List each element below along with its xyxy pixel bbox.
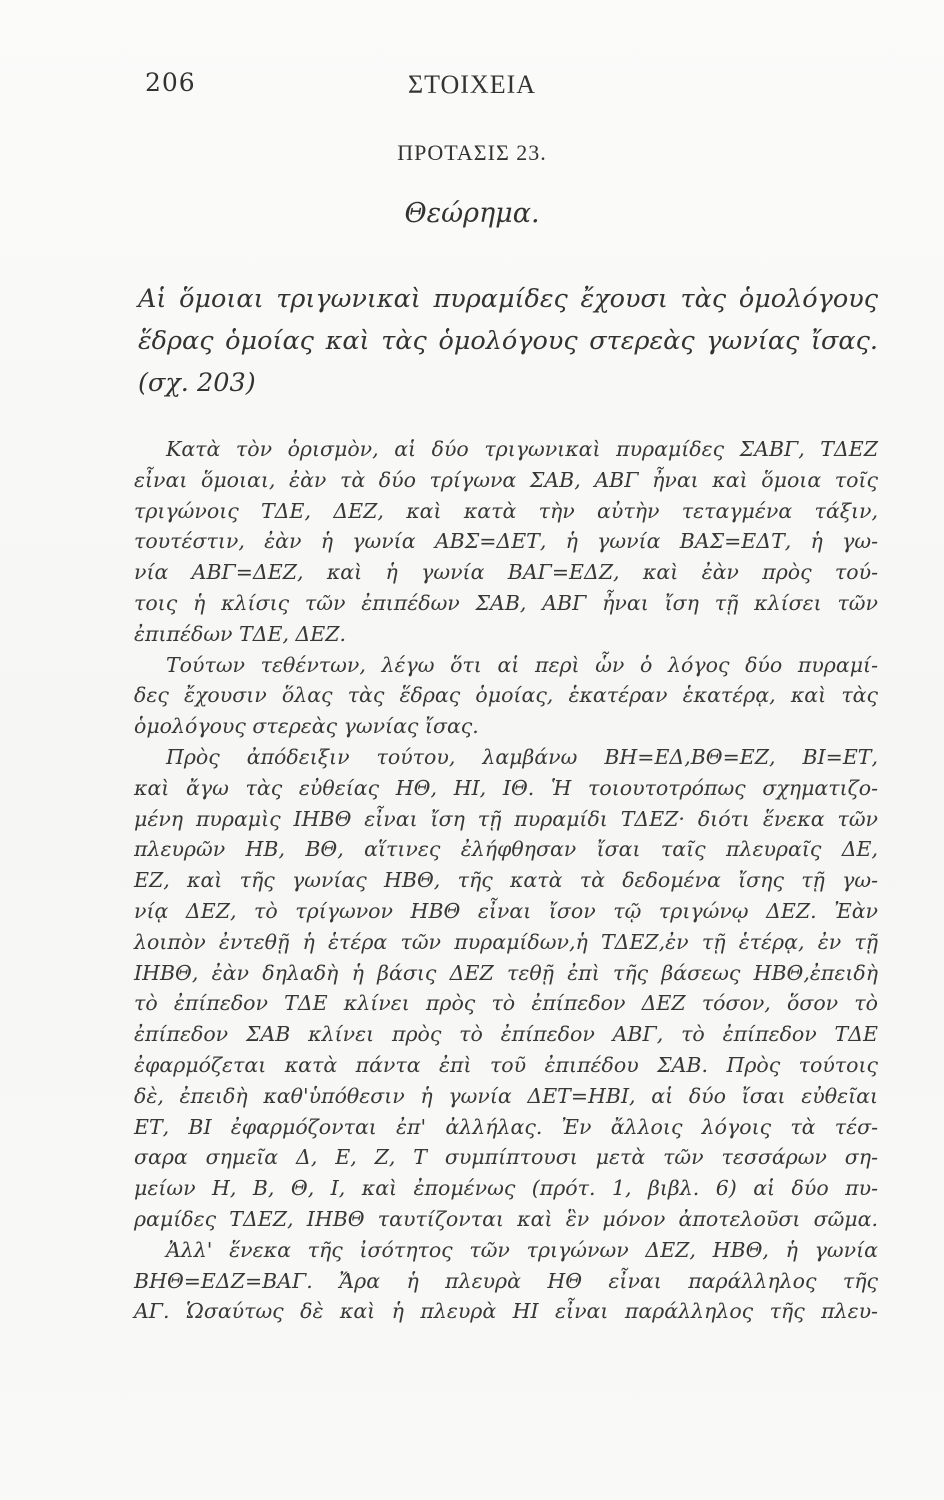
text-line: Κατὰ τὸν ὁρισμὸν, αἱ δύο τριγωνικαὶ πυραμίδες ΣΑΒΓ, ΤΔΕΖ bbox=[166, 437, 878, 461]
enunciation bbox=[138, 278, 878, 404]
text-line: ὁμολόγους στερεὰς γωνίας ἴσας. bbox=[134, 714, 479, 739]
text-line: ΕΤ, ΒΙ ἐφαρμόζονται ἐπ' ἀλλήλας. Ἐν ἄλλοις λόγοις τὰ τέσ- bbox=[134, 1114, 878, 1139]
text-line: τὸ ἐπίπεδον ΤΔΕ κλίνει πρὸς τὸ ἐπίπεδον ΔΕΖ τόσον, ὅσον τὸ bbox=[134, 991, 878, 1016]
text-line: ΕΖ, καὶ τῆς γωνίας ΗΒΘ, τῆς κατὰ τὰ δεδομένα ἴσης τῇ γω- bbox=[134, 868, 878, 893]
proposition-kind: Θεώρημα. bbox=[404, 198, 540, 229]
text-line: ΙΗΒΘ, ἐὰν δηλαδὴ ἡ βάσις ΔΕΖ τεθῇ ἐπὶ τῆς βάσεως ΗΒΘ,ἐπειδὴ bbox=[134, 960, 878, 985]
page-header bbox=[0, 68, 944, 108]
text-line: μένη πυραμὶς ΙΗΒΘ εἶναι ἴση τῇ πυραμίδι ΤΔΕΖ· διότι ἕνεκα τῶν bbox=[134, 806, 878, 831]
proof-text bbox=[134, 434, 878, 1327]
text-line: τουτέστιν, ἐὰν ἡ γωνία ΑΒΣ=ΔΕΤ, ἡ γωνία ΒΑΣ=ΕΔΤ, ἡ γω- bbox=[134, 529, 878, 554]
text-line: σαρα σημεῖα Δ, Ε, Ζ, Τ συμπίπτουσι μετὰ τῶν τεσσάρων ση- bbox=[134, 1145, 878, 1170]
text-line: ΑΓ. Ὡσαύτως δὲ καὶ ἡ πλευρὰ ΗΙ εἶναι παράλληλος τῆς πλευ- bbox=[134, 1299, 878, 1324]
figure-reference: (σχ. 203) bbox=[138, 368, 256, 398]
text-line: πλευρῶν ΗΒ, ΒΘ, αἵτινες ἐλήφθησαν ἴσαι ταῖς πλευραῖς ΔΕ, bbox=[134, 837, 878, 862]
text-line: ραμίδες ΤΔΕΖ, ΙΗΒΘ ταυτίζονται καὶ ἓν μόνον ἀποτελοῦσι σῶμα. bbox=[134, 1206, 878, 1231]
page-number: 206 bbox=[145, 68, 196, 97]
text-line: εἶναι ὅμοιαι, ἐὰν τὰ δύο τρίγωνα ΣΑΒ, ΑΒΓ ἦναι καὶ ὅμοια τοῖς bbox=[134, 467, 878, 492]
text-line: λοιπὸν ἐντεθῇ ἡ ἑτέρα τῶν πυραμίδων,ἡ ΤΔΕΖ,ἐν τῇ ἑτέρᾳ, ἐν τῇ bbox=[134, 929, 878, 954]
text-line: ἐφαρμόζεται κατὰ πάντα ἐπὶ τοῦ ἐπιπέδου ΣΑΒ. Πρὸς τούτοις bbox=[134, 1052, 878, 1077]
text-line: καὶ ἄγω τὰς εὐθείας ΗΘ, ΗΙ, ΙΘ. Ἡ τοιουτοτρόπως σχηματιζο- bbox=[134, 775, 878, 800]
text-line: νίᾳ ΔΕΖ, τὸ τρίγωνον ΗΒΘ εἶναι ἴσον τῷ τριγώνῳ ΔΕΖ. Ἐὰν bbox=[134, 898, 878, 923]
text-line: Ἀλλ' ἕνεκα τῆς ἰσότητος τῶν τριγώνων ΔΕΖ, ΗΒΘ, ἡ γωνία bbox=[166, 1237, 878, 1262]
enunciation-line: Αἱ ὅμοιαι τριγωνικαὶ πυραμίδες ἔχουσι τὰς ὁμολόγους bbox=[138, 284, 878, 314]
text-line: δες ἔχουσιν ὅλας τὰς ἕδρας ὁμοίας, ἑκατέραν ἑκατέρᾳ, καὶ τὰς bbox=[134, 683, 878, 708]
text-line: μείων Η, Β, Θ, Ι, καὶ ἐπομένως (πρότ. 1, βιβλ. 6) αἱ δύο πυ- bbox=[134, 1176, 878, 1201]
text-line: ἐπίπεδον ΣΑΒ κλίνει πρὸς τὸ ἐπίπεδον ΑΒΓ, τὸ ἐπίπεδον ΤΔΕ bbox=[134, 1022, 878, 1047]
text-line: τοις ἡ κλίσις τῶν ἐπιπέδων ΣΑΒ, ΑΒΓ ἦναι ἴση τῇ κλίσει τῶν bbox=[134, 590, 878, 615]
running-title: ΣΤΟΙΧΕΙΑ bbox=[407, 70, 537, 99]
enunciation-line: ἕδρας ὁμοίας καὶ τὰς ὁμολόγους στερεὰς γωνίας ἴσας. bbox=[138, 326, 878, 356]
text-line: δὲ, ἐπειδὴ καθ'ὑπόθεσιν ἡ γωνία ΔΕΤ=ΗΒΙ, αἱ δύο ἴσαι εὐθεῖαι bbox=[134, 1083, 878, 1108]
text-line: ΒΗΘ=ΕΔΖ=ΒΑΓ. Ἄρα ἡ πλευρὰ ΗΘ εἶναι παράλληλος τῆς bbox=[134, 1268, 878, 1293]
text-line: Πρὸς ἀπόδειξιν τούτου, λαμβάνω ΒΗ=ΕΔ,ΒΘ=ΕΖ, ΒΙ=ΕΤ, bbox=[166, 744, 878, 769]
text-line: νία ΑΒΓ=ΔΕΖ, καὶ ἡ γωνία ΒΑΓ=ΕΔΖ, καὶ ἐὰν πρὸς τού- bbox=[134, 560, 878, 585]
text-line: ἐπιπέδων ΤΔΕ, ΔΕΖ. bbox=[134, 621, 347, 646]
text-line: τριγώνοις ΤΔΕ, ΔΕΖ, καὶ κατὰ τὴν αὐτὴν τεταγμένα τάξιν, bbox=[134, 498, 878, 523]
proposition-heading: ΠΡΟΤΑΣΙΣ 23. bbox=[397, 140, 547, 165]
text-line: Τούτων τεθέντων, λέγω ὅτι αἱ περὶ ὧν ὁ λόγος δύο πυραμί- bbox=[166, 652, 878, 677]
